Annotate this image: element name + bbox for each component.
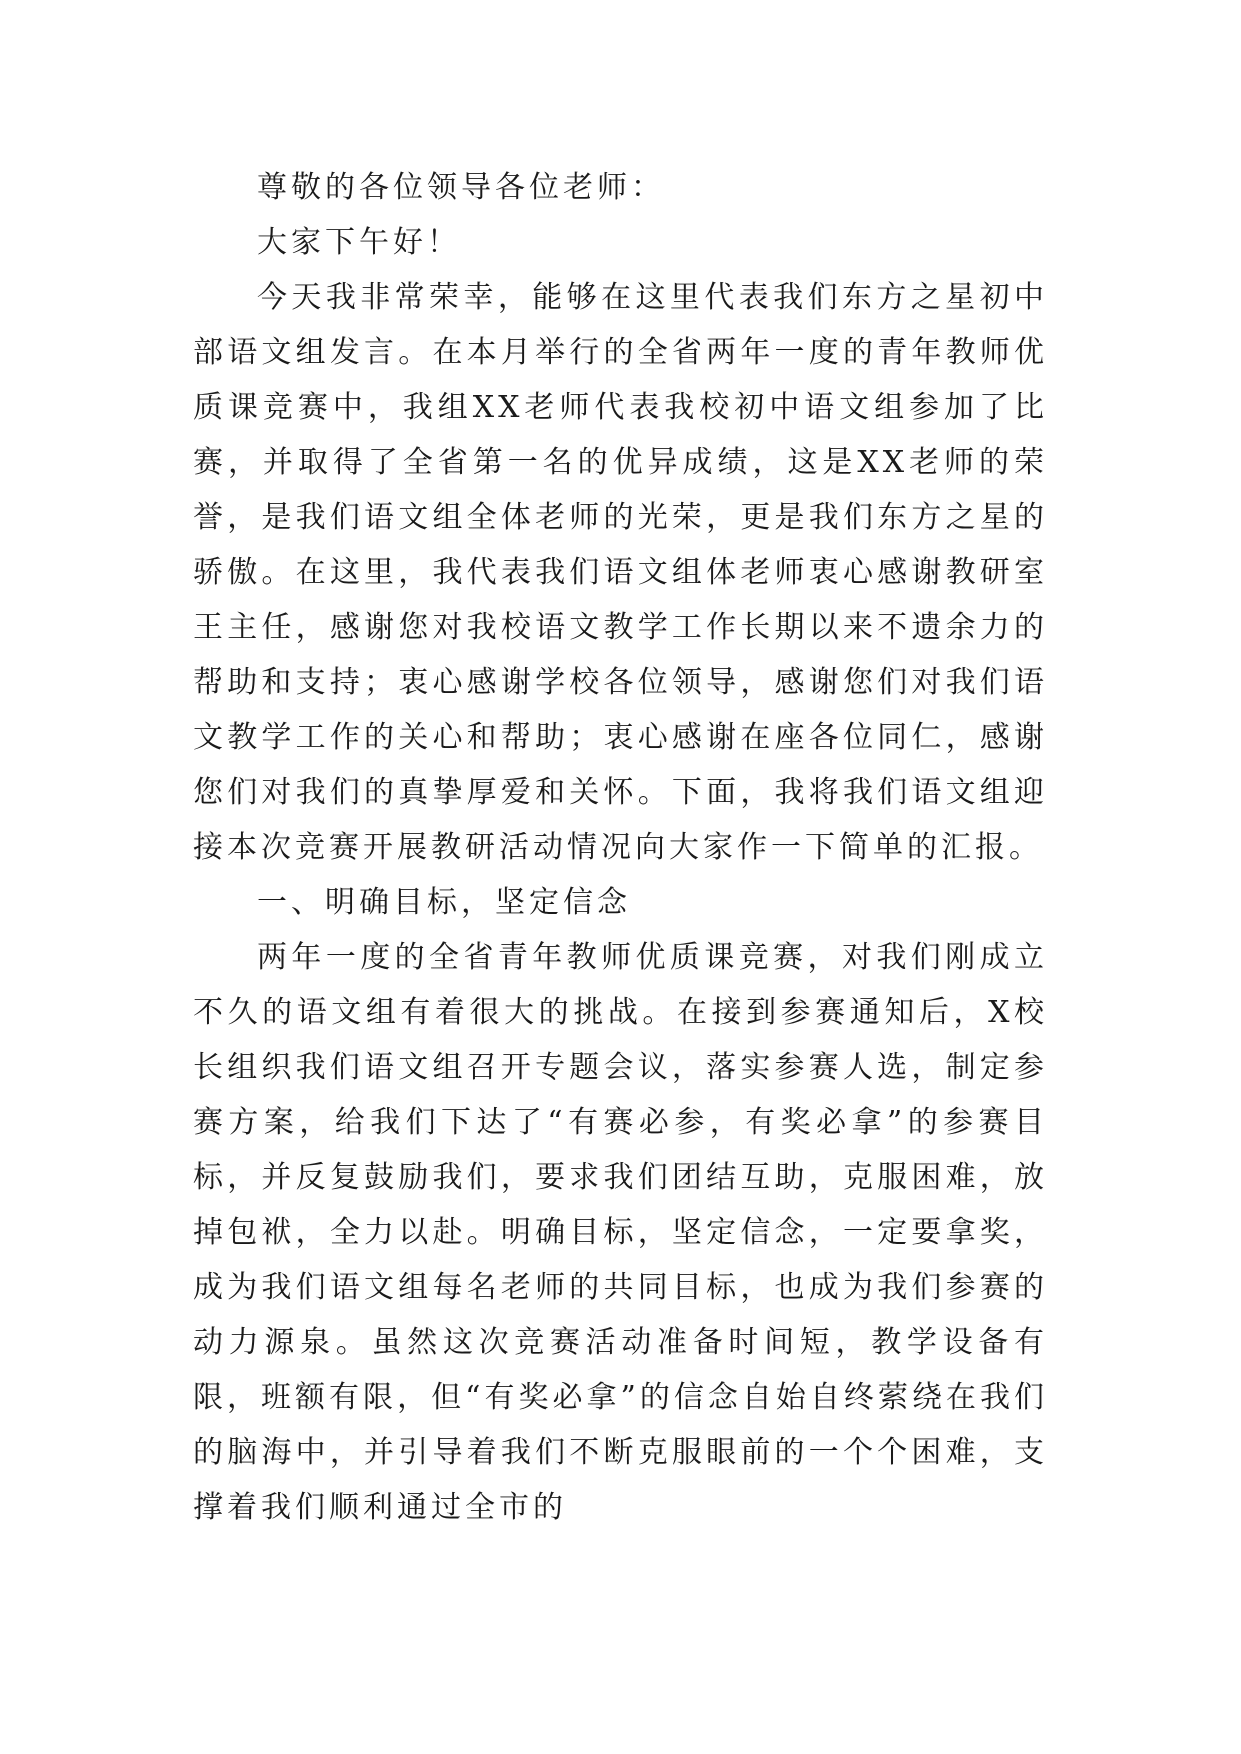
salutation: 尊敬的各位领导各位老师： [257, 170, 665, 205]
paragraph-goals: 两年一度的全省青年教师优质课竞赛，对我们刚成立不久的语文组有着很大的挑战。在接到参赛通知后，X校长组织我们语文组召开专题会议，落实参赛人选，制定参赛方案，给我们下达了“有赛必参，有奖必拿”的参赛目标，并反复鼓励我们，要求我们团结互助，克服困难，放掉包袱，全力以赴。明确目标，坚定信念，一定要拿奖，成为我们语文组每名老师的共同目标，也成为我们参赛的动力源泉。虽然这次竞赛活动准备时间短，教学设备有限，班额有限，但“有奖必拿”的信念自始自终萦绕在我们的脑海中，并引导着我们不断克服眼前的一个个困难，支撑着我们顺利通过全市的 [193, 940, 1048, 1525]
paragraph-opening: 今天我非常荣幸，能够在这里代表我们东方之星初中部语文组发言。在本月举行的全省两年一度的青年教师优质课竞赛中，我组XX老师代表我校初中语文组参加了比赛，并取得了全省第一名的优异成绩，这是XX老师的荣誉，是我们语文组全体老师的光荣，更是我们东方之星的骄傲。在这里，我代表我们语文组体老师衷心感谢教研室王主任，感谢您对我校语文教学工作长期以来不遗余力的帮助和支持；衷心感谢学校各位领导，感谢您们对我们语文教学工作的关心和帮助；衷心感谢在座各位同仁，感谢您们对我们的真挚厚爱和关怀。下面，我将我们语文组迎接本次竞赛开展教研活动情况向大家作一下简单的汇报。 [193, 280, 1048, 865]
section-heading: 一、明确目标，坚定信念 [257, 885, 631, 920]
document-body [193, 160, 1048, 1535]
greeting: 大家下午好！ [257, 225, 461, 260]
